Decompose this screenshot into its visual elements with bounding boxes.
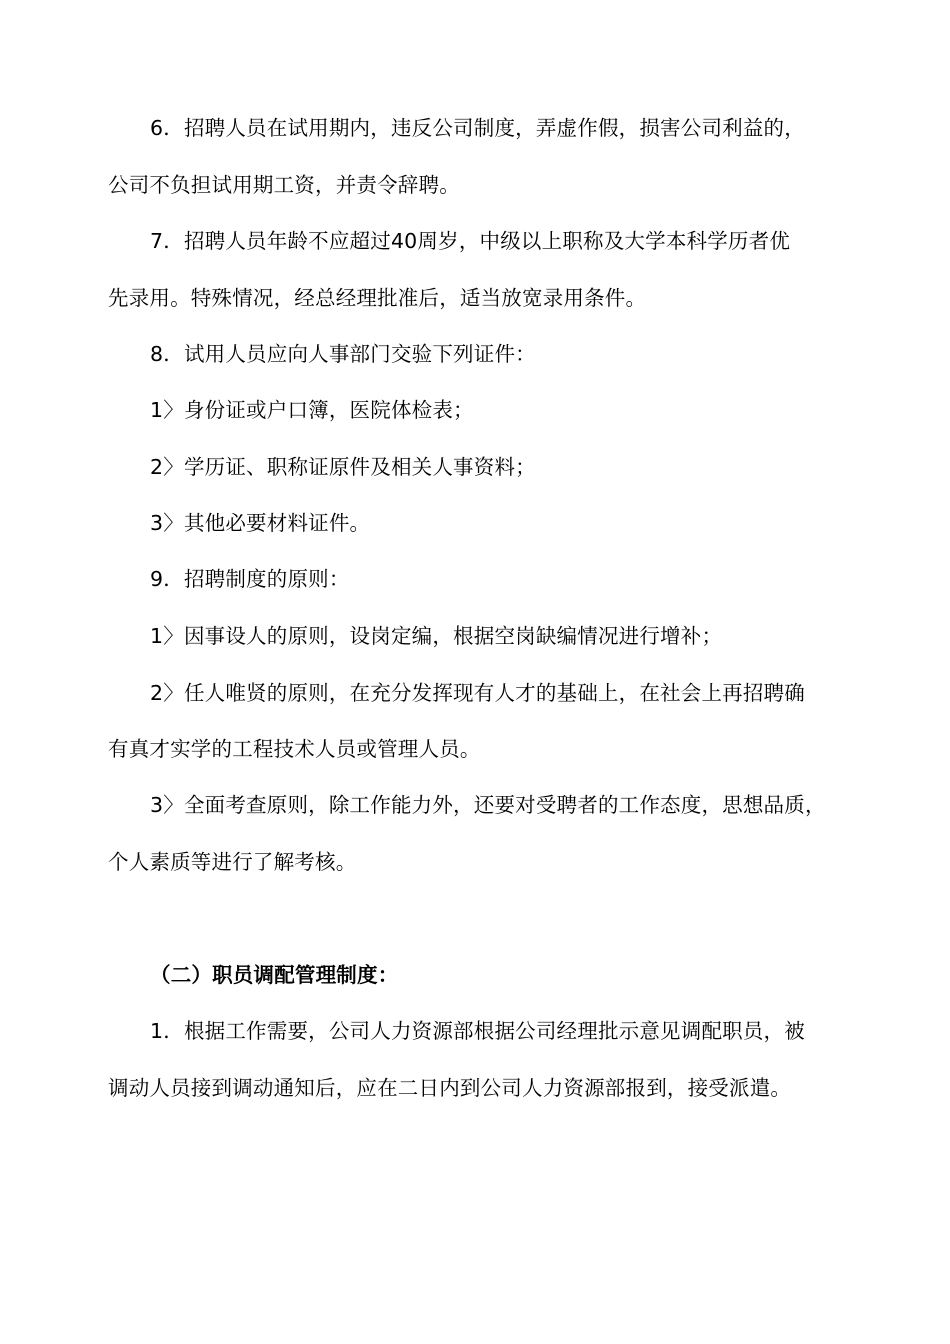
paragraph-line: 9．招聘制度的原则： bbox=[150, 567, 350, 591]
list-item: 3〉其他必要材料证件。 bbox=[150, 511, 371, 535]
list-item: 2〉学历证、职称证原件及相关人事资料； bbox=[150, 455, 536, 479]
list-item: 3〉全面考查原则，除工作能力外，还要对受聘者的工作态度，思想品质， bbox=[150, 793, 826, 817]
list-item: 1〉因事设人的原则，设岗定编，根据空岗缺编情况进行增补； bbox=[150, 624, 723, 648]
section-heading: （二）职员调配管理制度： bbox=[150, 963, 399, 987]
paragraph-line: 先录用。特殊情况，经总经理批准后，适当放宽录用条件。 bbox=[108, 286, 647, 310]
paragraph-line: 8．试用人员应向人事部门交验下列证件： bbox=[150, 342, 536, 366]
paragraph-line: 1．根据工作需要，公司人力资源部根据公司经理批示意见调配职员，被 bbox=[150, 1019, 805, 1043]
paragraph-line: 公司不负担试用期工资，并责令辞聘。 bbox=[108, 173, 460, 197]
paragraph-line: 6．招聘人员在试用期内，违反公司制度，弄虚作假，损害公司利益的， bbox=[150, 116, 805, 140]
paragraph-line: 调动人员接到调动通知后，应在二日内到公司人力资源部报到，接受派遣。 bbox=[108, 1076, 792, 1100]
list-item: 2〉任人唯贤的原则，在充分发挥现有人才的基础上，在社会上再招聘确 bbox=[150, 681, 805, 705]
paragraph-line: 7．招聘人员年龄不应超过40周岁，中级以上职称及大学本科学历者优 bbox=[150, 229, 791, 253]
list-item: 1〉身份证或户口簿，医院体检表； bbox=[150, 398, 474, 422]
paragraph-line: 有真才实学的工程技术人员或管理人员。 bbox=[108, 737, 481, 761]
paragraph-line: 个人素质等进行了解考核。 bbox=[108, 850, 357, 874]
